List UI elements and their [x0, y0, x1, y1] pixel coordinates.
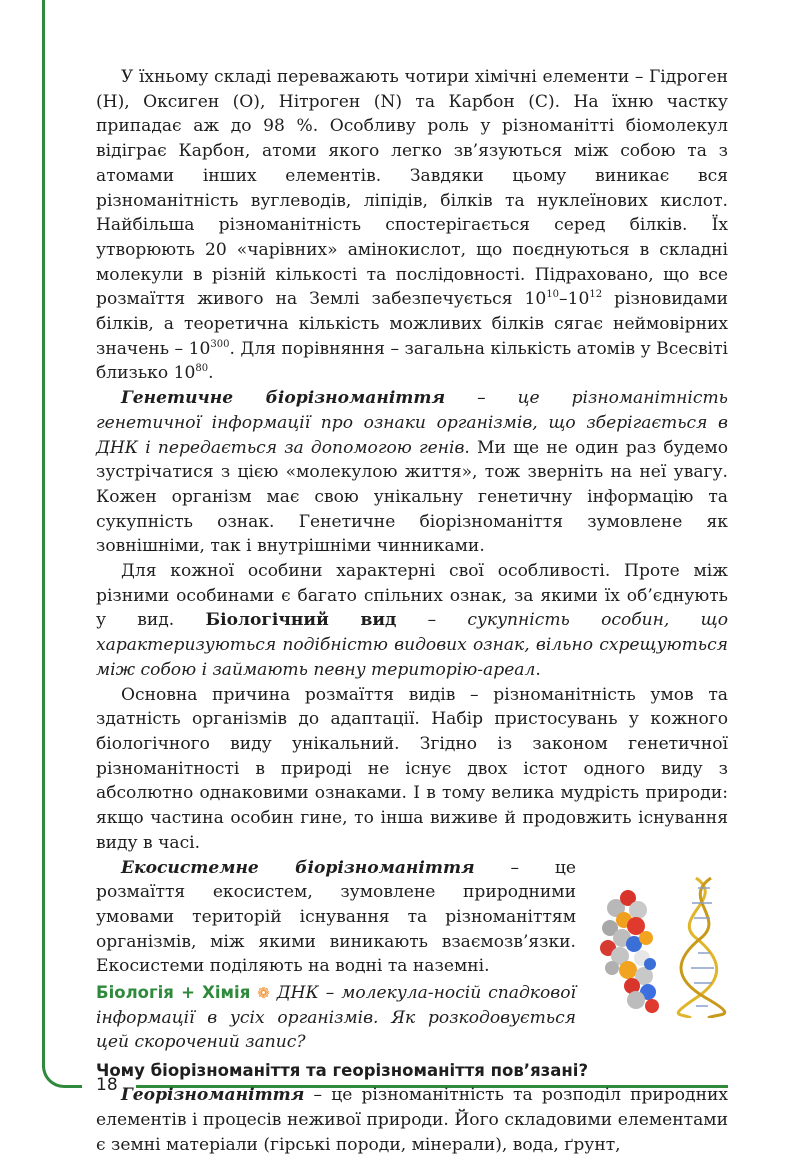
- section-heading: Чому біорізноманіття та георізноманіття пов’язані?: [96, 1061, 589, 1081]
- paragraph-geodiversity: Георізноманіття – це різноманітність та розподіл природних елементів і процесів неживої природи. Його складовими елементами є земні матеріали (гірські породи, мінерали), вода, ґрунт,: [96, 1085, 728, 1155]
- sidebar-title: Біологія + Хімія: [96, 983, 251, 1003]
- sidebar-biology-chemistry: [96, 981, 576, 1055]
- dna-molecule-image: [586, 868, 736, 1018]
- ecosystem-block: [96, 856, 728, 1056]
- paragraph-species: Для кожної особини характерні свої особливості. Проте між різними особинами є багато спільних ознак, за якими їх об’єднують у вид. Біологічний вид – сукупність особин, що характеризуються подібністю видових ознак, вільно схрещуються між собою і займають певну територію-ареал.: [96, 561, 728, 680]
- paragraph-ecosystem-biodiversity: Екосистемне біорізноманіття – це розмаїття екосистем, зумовлене природними умовами територій існування та різноманіттям організмів, між якими виникають взаємозв’язки. Екосистеми поділяють на водні та наземні.: [96, 857, 576, 977]
- page-content: [96, 65, 728, 1157]
- double-helix-icon: [678, 878, 724, 1018]
- paragraph-biomolecules: У їхньому складі переважають чотири хімічні елементи – Гідроген (H), Оксиген (O), Нітроген (N) та Карбон (C). На їхню частку припадає аж до 98 %. Особливу роль у різноманітті біомолекул відіграє Карбон, атоми якого легко зв’язуються між собою та з атомами інших елементів. Завдяки цьому виникає вся різноманітність вуглеводів, ліпідів, білків та нуклеїнових кислот. Найбільша різноманітність спостерігається серед білків. Їх утворюють 20 «чарівних» амінокислот, що поєднуються в складні молекули в різній кількості та послідовності. Підраховано, що все розмаїття живого на Землі забезпечується $10^{10}-10^{12}$ різновидами білків, а теоретична кількість можливих білків сягає неймовірних значень – $10^{300}$. Для порівняння – загальна кількість атомів у Всесвіті близько $10^{80}$.: [96, 67, 728, 384]
- paragraph-species-diversity: Основна причина розмаїття видів – різноманітність умов та здатність організмів до адаптації. Набір пристосувань у кожного біологічного виду унікальний. Згідно із законом генетичної різноманітності в природі не існує двох істот одного виду з абсолютно однаковими ознаками. І в тому велика мудрість природи: якщо частина особин гине, то інша виживе й продовжить існування виду в часі.: [96, 684, 728, 853]
- page-border-left: [42, 0, 45, 1068]
- protein-spacefill-icon: [600, 890, 659, 1013]
- paragraph-genetic-biodiversity: Генетичне біорізноманіття – це різноманітність генетичної інформації про ознаки організмів, що зберігається в ДНК і передається за допомогою генів. Ми ще не один раз будемо зустрічатися з цією «молекулою життя», тож зверніть на неї увагу. Кожен організм має свою унікальну генетичну інформацію та сукупність ознак. Генетичне біорізноманіття зумовлене як зовнішніми, так і внутрішніми чинниками.: [96, 388, 728, 557]
- page-number: 18: [96, 1075, 118, 1095]
- definition-genetic-biodiversity: – це різноманітність генетичної інформації про ознаки організмів, що зберігається в ДНК і передається за допомогою генів: [96, 388, 728, 458]
- flower-icon: ❁: [257, 984, 270, 1003]
- page-border-corner: [42, 1060, 82, 1088]
- term-geodiversity: Георізноманіття: [121, 1085, 305, 1106]
- term-genetic-biodiversity: Генетичне біорізноманіття: [121, 388, 446, 409]
- term-ecosystem-biodiversity: Екосистемне біорізноманіття: [121, 857, 475, 878]
- sidebar-question: ДНК – молекула-носій спадкової інформації в усіх організмів. Як розкодовується цей скорочений запис?: [96, 983, 576, 1053]
- term-biological-species: Біологічний вид: [205, 610, 397, 631]
- definition-biological-species: – сукупність особин, що характеризуються подібністю видових ознак, вільно схрещуються між собою і займають певну територію-ареал: [96, 610, 728, 680]
